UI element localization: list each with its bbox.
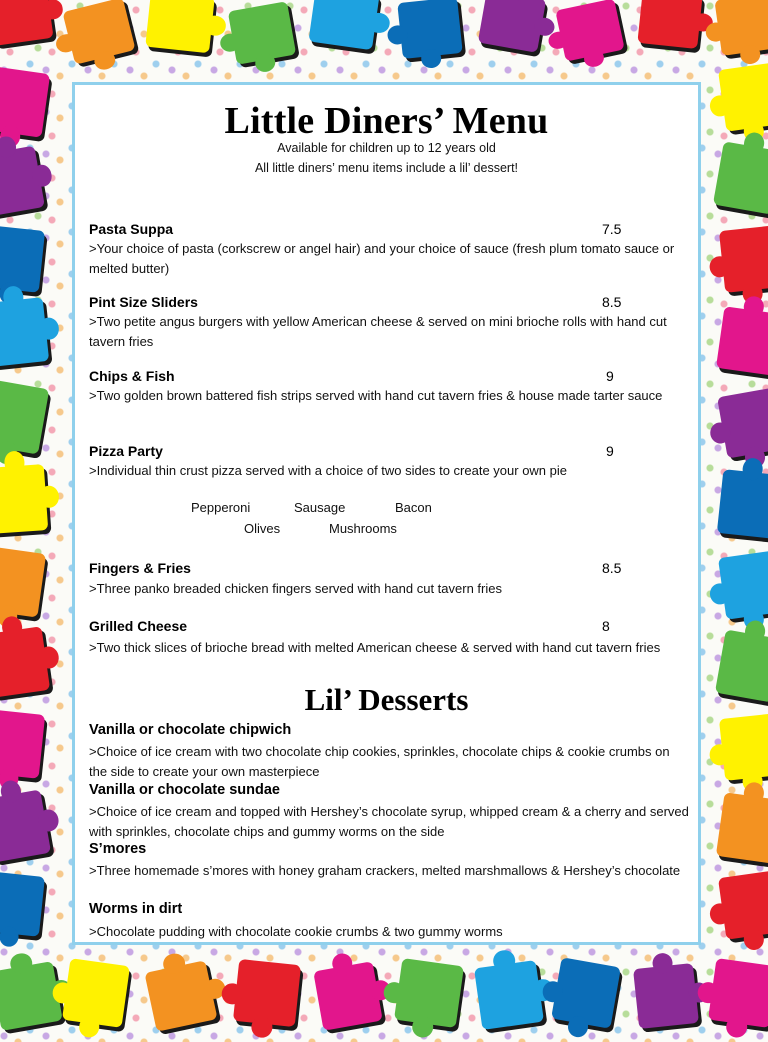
item-price: 9 xyxy=(606,443,614,459)
puzzle-piece-icon xyxy=(555,0,625,62)
item-price: 8.5 xyxy=(602,560,622,576)
item-description: >Two golden brown battered fish strips served with hand cut tavern fries & house made tarter sauce xyxy=(89,388,663,403)
puzzle-piece-icon xyxy=(62,958,130,1028)
puzzle-piece-icon xyxy=(637,0,702,49)
puzzle-piece-icon xyxy=(708,958,768,1028)
item-price: 8 xyxy=(602,618,610,634)
puzzle-piece-icon xyxy=(144,960,217,1032)
dessert-name: Vanilla or chocolate chipwich xyxy=(89,722,292,738)
dessert-description: >Choice of ice cream with two chocolate chip cookies, sprinkles, chocolate chips & cookie crumbs on the side to create your own masterpiece xyxy=(89,744,670,779)
puzzle-piece-icon xyxy=(713,141,768,214)
puzzle-piece-icon xyxy=(718,550,768,619)
menu-subtitle-dessert-note: All little diners’ menu items include a lil’ dessert! xyxy=(254,161,519,175)
puzzle-piece-icon xyxy=(0,66,50,137)
puzzle-piece-icon xyxy=(719,713,768,781)
puzzle-piece-icon xyxy=(474,960,544,1030)
puzzle-piece-icon xyxy=(714,0,768,56)
item-description: >Individual thin crust pizza served with a choice of two sides to create your own pie xyxy=(89,463,567,478)
desserts-title: Lil’ Desserts xyxy=(304,682,469,717)
puzzle-piece-icon xyxy=(145,0,215,53)
puzzle-piece-icon xyxy=(717,387,768,458)
puzzle-piece-icon xyxy=(716,306,768,375)
puzzle-piece-icon xyxy=(233,959,301,1027)
puzzle-piece-icon xyxy=(633,963,699,1029)
puzzle-piece-icon xyxy=(551,957,621,1028)
item-price: 7.5 xyxy=(602,221,622,237)
topping-pepperoni: Pepperoni xyxy=(191,500,251,515)
item-name: Pint Size Sliders xyxy=(89,294,198,310)
puzzle-piece-icon xyxy=(715,629,768,702)
dessert-name: S’mores xyxy=(89,841,147,857)
topping-sausage: Sausage xyxy=(294,500,346,515)
item-name: Pizza Party xyxy=(89,443,163,459)
puzzle-piece-icon xyxy=(0,225,45,293)
puzzle-piece-icon xyxy=(394,958,464,1028)
puzzle-piece-icon xyxy=(717,469,768,539)
item-description: >Two petite angus burgers with yellow American cheese & served on mini brioche rolls with hand cut tavern fries xyxy=(89,314,667,349)
menu-panel xyxy=(72,82,701,945)
puzzle-piece-icon xyxy=(62,0,135,65)
puzzle-piece-icon xyxy=(308,0,379,50)
puzzle-piece-icon xyxy=(0,871,45,937)
item-price: 9 xyxy=(606,368,614,384)
puzzle-piece-icon xyxy=(0,379,49,454)
puzzle-piece-icon xyxy=(478,0,546,53)
item-price: 8.5 xyxy=(602,294,622,310)
dessert-name: Worms in dirt xyxy=(89,901,183,917)
item-description: >Three panko breaded chicken fingers served with hand cut tavern fries xyxy=(89,581,502,596)
item-name: Chips & Fish xyxy=(89,368,175,384)
dessert-description: >Chocolate pudding with chocolate cookie crumbs & two gummy worms xyxy=(89,924,503,939)
item-description: >Two thick slices of brioche bread with melted American cheese & served with hand cut tavern fries xyxy=(89,640,661,655)
puzzle-piece-icon xyxy=(0,0,54,46)
item-name: Fingers & Fries xyxy=(89,560,191,576)
puzzle-piece-icon xyxy=(716,792,768,863)
puzzle-piece-icon xyxy=(0,789,51,862)
puzzle-piece-icon xyxy=(228,1,296,65)
puzzle-piece-icon xyxy=(0,146,45,217)
puzzle-piece-icon xyxy=(718,870,768,939)
menu-title: Little Diners’ Menu xyxy=(224,100,549,142)
item-name: Grilled Cheese xyxy=(89,618,188,634)
puzzle-piece-icon xyxy=(718,62,768,131)
dessert-description: >Three homemade s’mores with honey graham crackers, melted marshmallows & Hershey’s chocolate xyxy=(89,863,681,878)
dessert-description: >Choice of ice cream and topped with Hershey’s chocolate syrup, whipped cream & a cherry and served with sprinkles, chocolate chips and gummy worms on the side xyxy=(89,804,689,839)
puzzle-piece-icon xyxy=(719,225,768,293)
dessert-name: Vanilla or chocolate sundae xyxy=(89,782,280,798)
menu-subtitle-age: Available for children up to 12 years old xyxy=(277,141,496,155)
puzzle-piece-icon xyxy=(0,546,46,617)
puzzle-piece-icon xyxy=(397,0,463,59)
puzzle-piece-icon xyxy=(313,961,383,1031)
topping-mushrooms: Mushrooms xyxy=(329,521,397,536)
puzzle-piece-icon xyxy=(0,297,49,367)
puzzle-piece-icon xyxy=(0,626,50,697)
item-description: >Your choice of pasta (corkscrew or angel hair) and your choice of sauce (fresh plum tomato sauce or melted butter) xyxy=(89,241,675,276)
topping-bacon: Bacon xyxy=(395,500,432,515)
puzzle-piece-icon xyxy=(0,709,45,779)
topping-olives: Olives xyxy=(244,521,281,536)
puzzle-piece-icon xyxy=(0,464,48,534)
item-name: Pasta Suppa xyxy=(89,221,174,237)
